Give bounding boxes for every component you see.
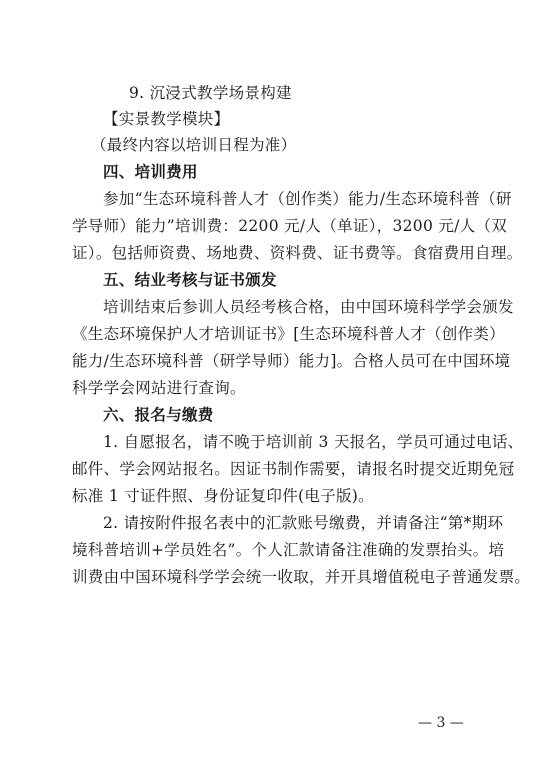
section-heading-registration: 六、报名与缴费 <box>103 406 214 424</box>
item-9-text: 9. 沉浸式教学场景构建 <box>129 84 292 102</box>
registration-p2-line-3: 训费由中国环境科学学会统一收取，并开具增值税电子普通发票。 <box>72 568 531 586</box>
fee-line-3: 证）。包括师资费、场地费、资料费、证书费等。食宿费用自理。 <box>72 244 523 262</box>
module-tag: 【实景教学模块】 <box>103 110 230 128</box>
certificate-line-1: 培训结束后参训人员经考核合格，由中国环境科学学会颁发 <box>103 298 514 316</box>
section-heading-fee: 四、培训费用 <box>103 163 198 181</box>
registration-p1-line-1: 1. 自愿报名，请不晚于培训前 3 天报名，学员可通过电话、 <box>103 433 524 451</box>
registration-p1-line-2: 邮件、学会网站报名。因证书制作需要，请报名时提交近期免冠 <box>72 460 515 478</box>
registration-p2-line-2: 境科普培训+学员姓名”。个人汇款请备注准确的发票抬头。培 <box>72 541 505 559</box>
certificate-line-4: 科学学会网站进行查询。 <box>72 379 246 397</box>
fee-line-1: 参加“生态环境科普人才（创作类）能力/生态环境科普（研 <box>103 190 512 208</box>
certificate-line-3: 能力/生态环境科普（研学导师）能力]。合格人员可在中国环境 <box>72 352 511 370</box>
page-number: — 3 — <box>418 715 464 731</box>
registration-p1-line-3: 标准 1 寸证件照、身份证复印件(电子版)。 <box>72 487 374 505</box>
schedule-note: （最终内容以培训日程为准） <box>91 136 297 154</box>
section-heading-certificate: 五、结业考核与证书颁发 <box>103 271 277 289</box>
registration-p2-line-1: 2. 请按附件报名表中的汇款账号缴费，并请备注“第*期环 <box>103 514 504 532</box>
fee-line-2: 学导师）能力”培训费：2200 元/人（单证），3200 元/人（双 <box>72 217 508 235</box>
certificate-line-2: 《生态环境保护人才培训证书》[生态环境科普人才（创作类） <box>72 325 505 343</box>
